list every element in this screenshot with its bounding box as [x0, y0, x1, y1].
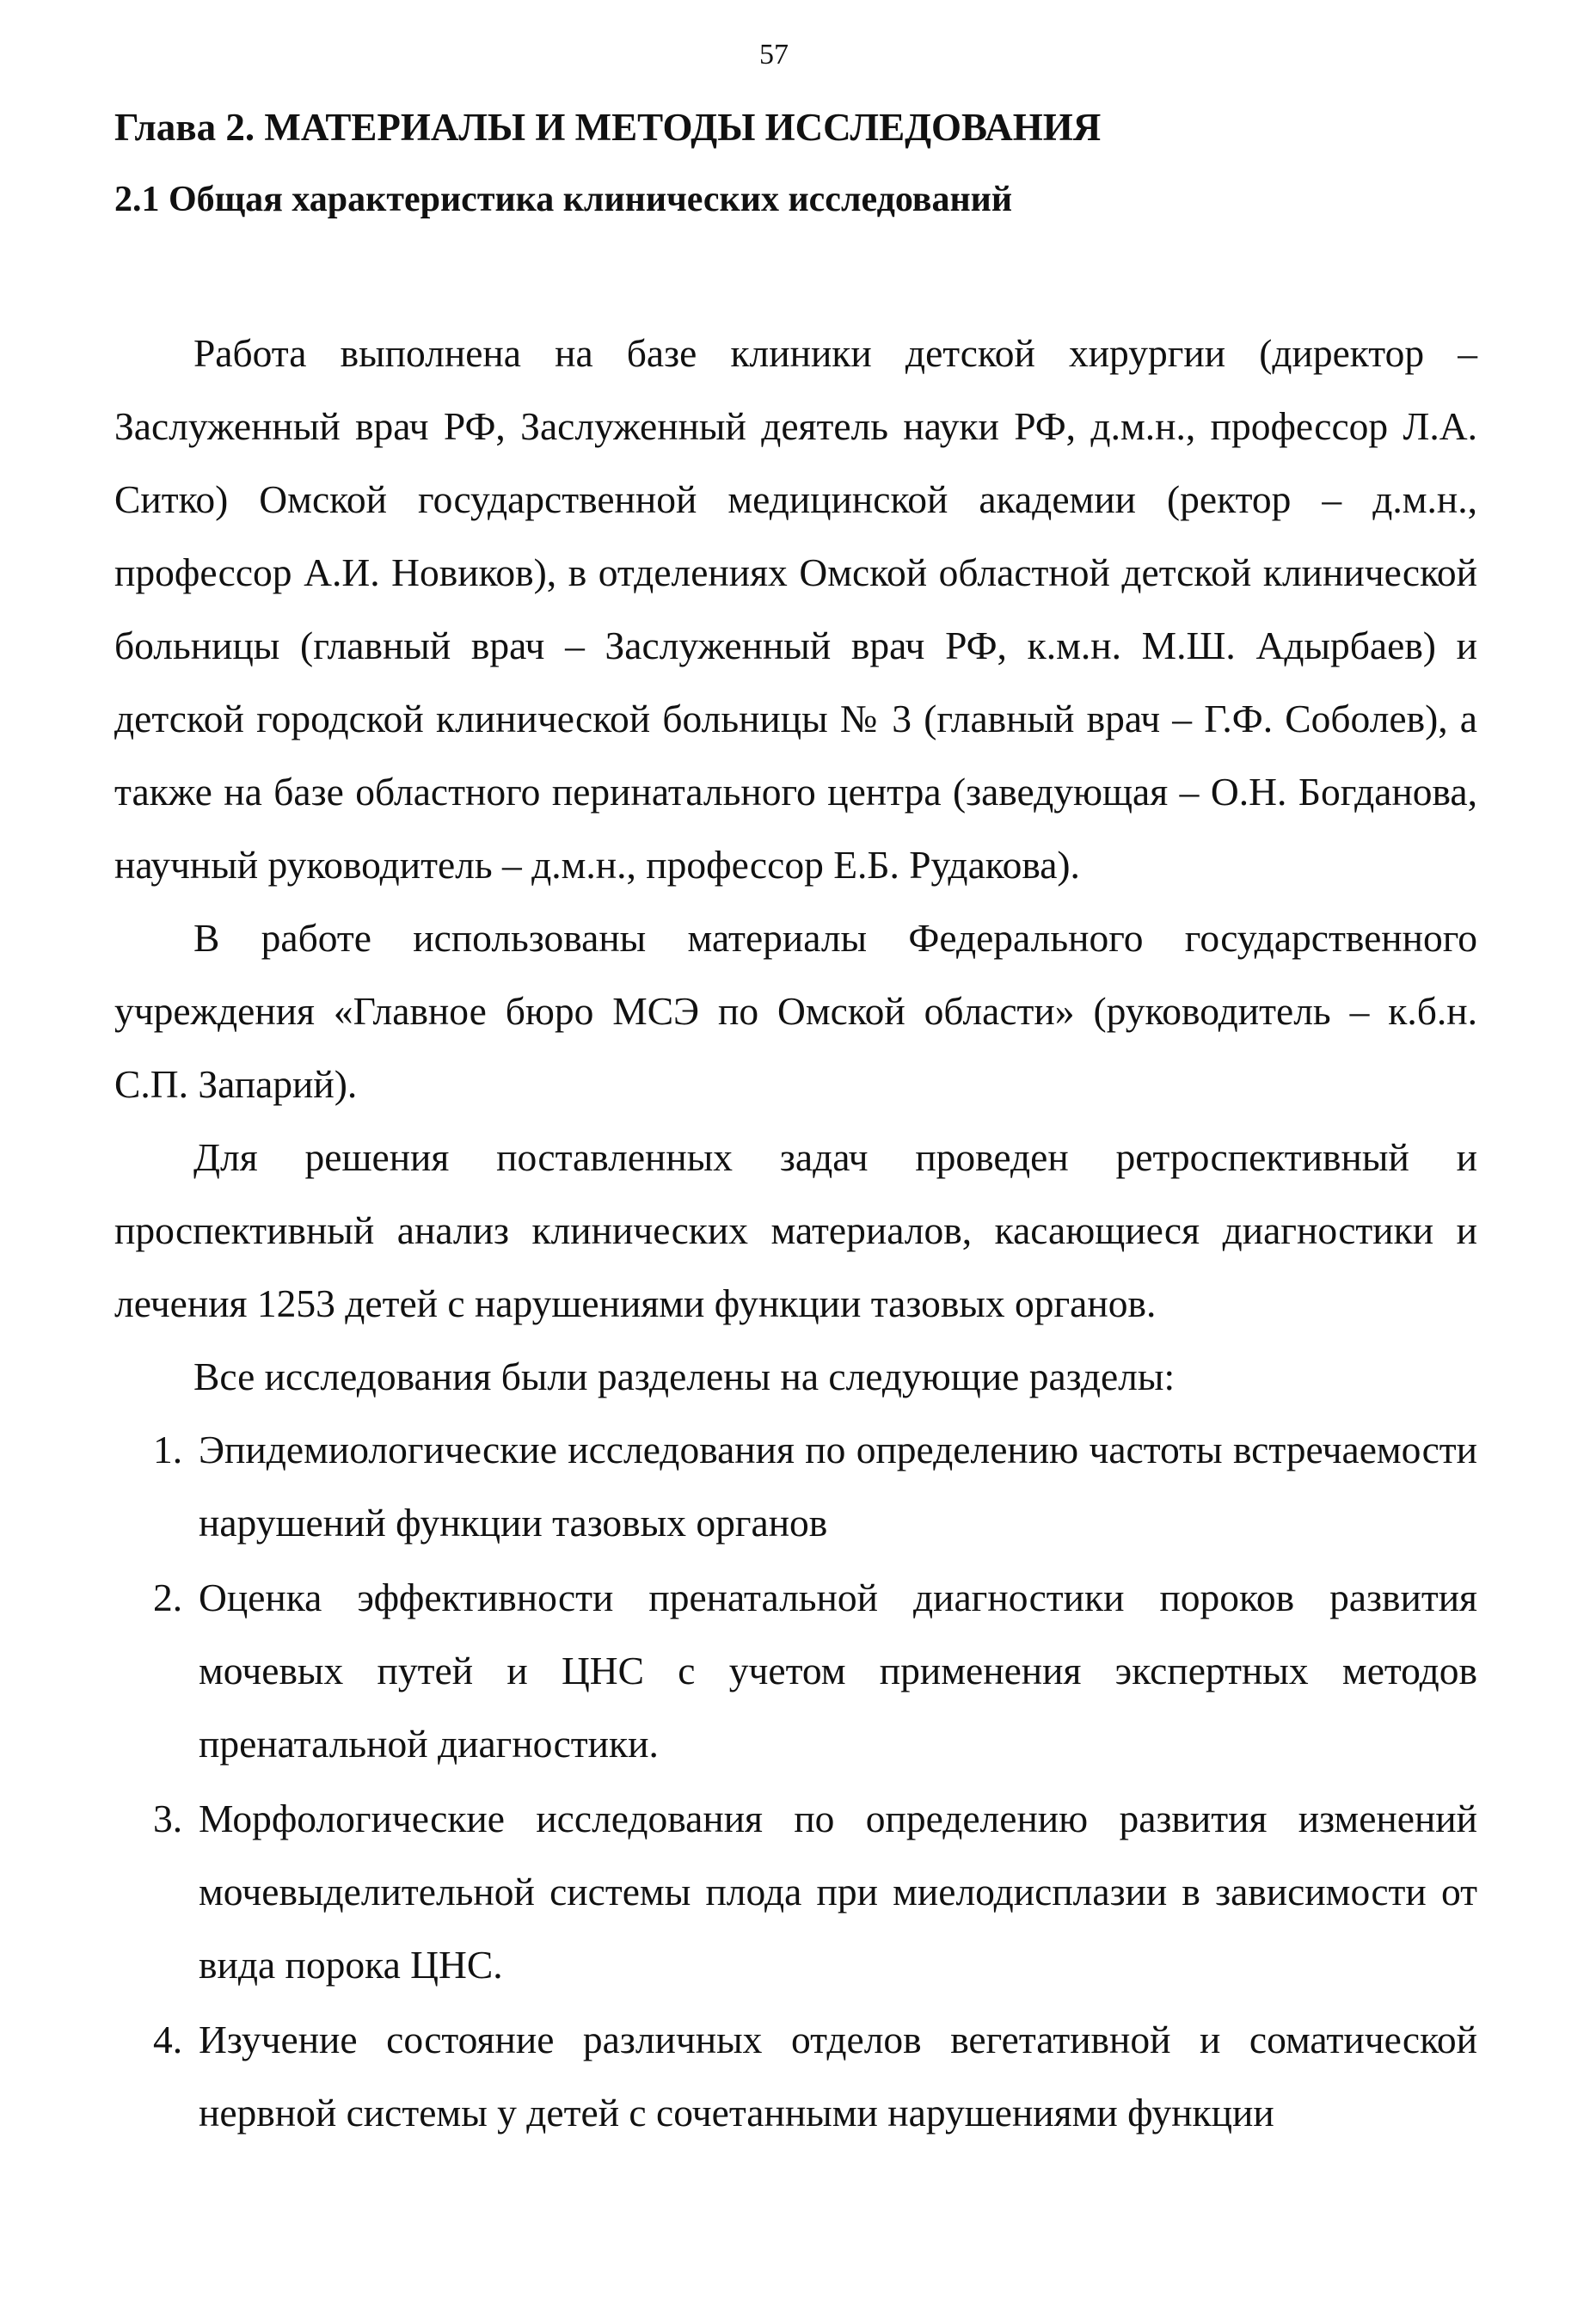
list-item-text: Изучение состояние различных отделов вегетативной и соматической нервной системы у детей с сочетанными нарушениями функции [199, 2018, 1477, 2135]
list-item-number: 4. [153, 2018, 183, 2061]
sections-list [114, 1413, 1477, 2149]
paragraph-sections-intro: Все исследования были разделены на следующие разделы: [193, 1354, 1176, 1398]
list-item-number: 1. [153, 1428, 183, 1471]
list-item [114, 2003, 1477, 2149]
chapter-title: Глава 2. МАТЕРИАЛЫ И МЕТОДЫ ИССЛЕДОВАНИЯ [114, 106, 1102, 149]
list-item [114, 1413, 1477, 1559]
list-item [114, 1561, 1477, 1780]
page-number: 57 [759, 39, 789, 71]
list-item-text: Оценка эффективности пренатальной диагностики пороков развития мочевых путей и ЦНС с учетом применения экспертных методов пренатальной диагностики. [199, 1576, 1477, 1766]
body-text [114, 316, 1477, 2149]
list-item-number: 2. [153, 1576, 183, 1619]
paragraph-institutions: Работа выполнена на базе клиники детской хирургии (директор – Заслуженный врач РФ, Заслуженный деятель науки РФ, д.м.н., профессор Л.А. Ситко) Омской государственной медицинской академии (ректор – д.м.н., профессор А.И. Новиков), в отделениях Омской областной детской клинической больницы (главный врач – Заслуженный врач РФ, к.м.н. М.Ш. Адырбаев) и детской городской клинической больницы № 3 (главный врач – Г.Ф. Соболев), а также на базе областного перинатального центра (заведующая – О.Н. Богданова, научный руководитель – д.м.н., профессор Е.Б. Рудакова). [114, 331, 1477, 887]
paragraph-analysis: Для решения поставленных задач проведен ретроспективный и проспективный анализ клинических материалов, касающиеся диагностики и лечения 1253 детей с нарушениями функции тазовых органов. [114, 1135, 1477, 1325]
list-item-number: 3. [153, 1797, 183, 1840]
paragraph-materials: В работе использованы материалы Федерального государственного учреждения «Главное бюро МСЭ по Омской области» (руководитель – к.б.н. С.П. Запарий). [114, 916, 1477, 1106]
section-title: 2.1 Общая характеристика клинических исследований [114, 180, 1013, 219]
list-item-text: Морфологические исследования по определению развития изменений мочевыделительной системы плода при миелодисплазии в зависимости от вида порока ЦНС. [199, 1797, 1477, 1987]
list-item [114, 1782, 1477, 2001]
list-item-text: Эпидемиологические исследования по определению частоты встречаемости нарушений функции тазовых органов [199, 1428, 1477, 1545]
